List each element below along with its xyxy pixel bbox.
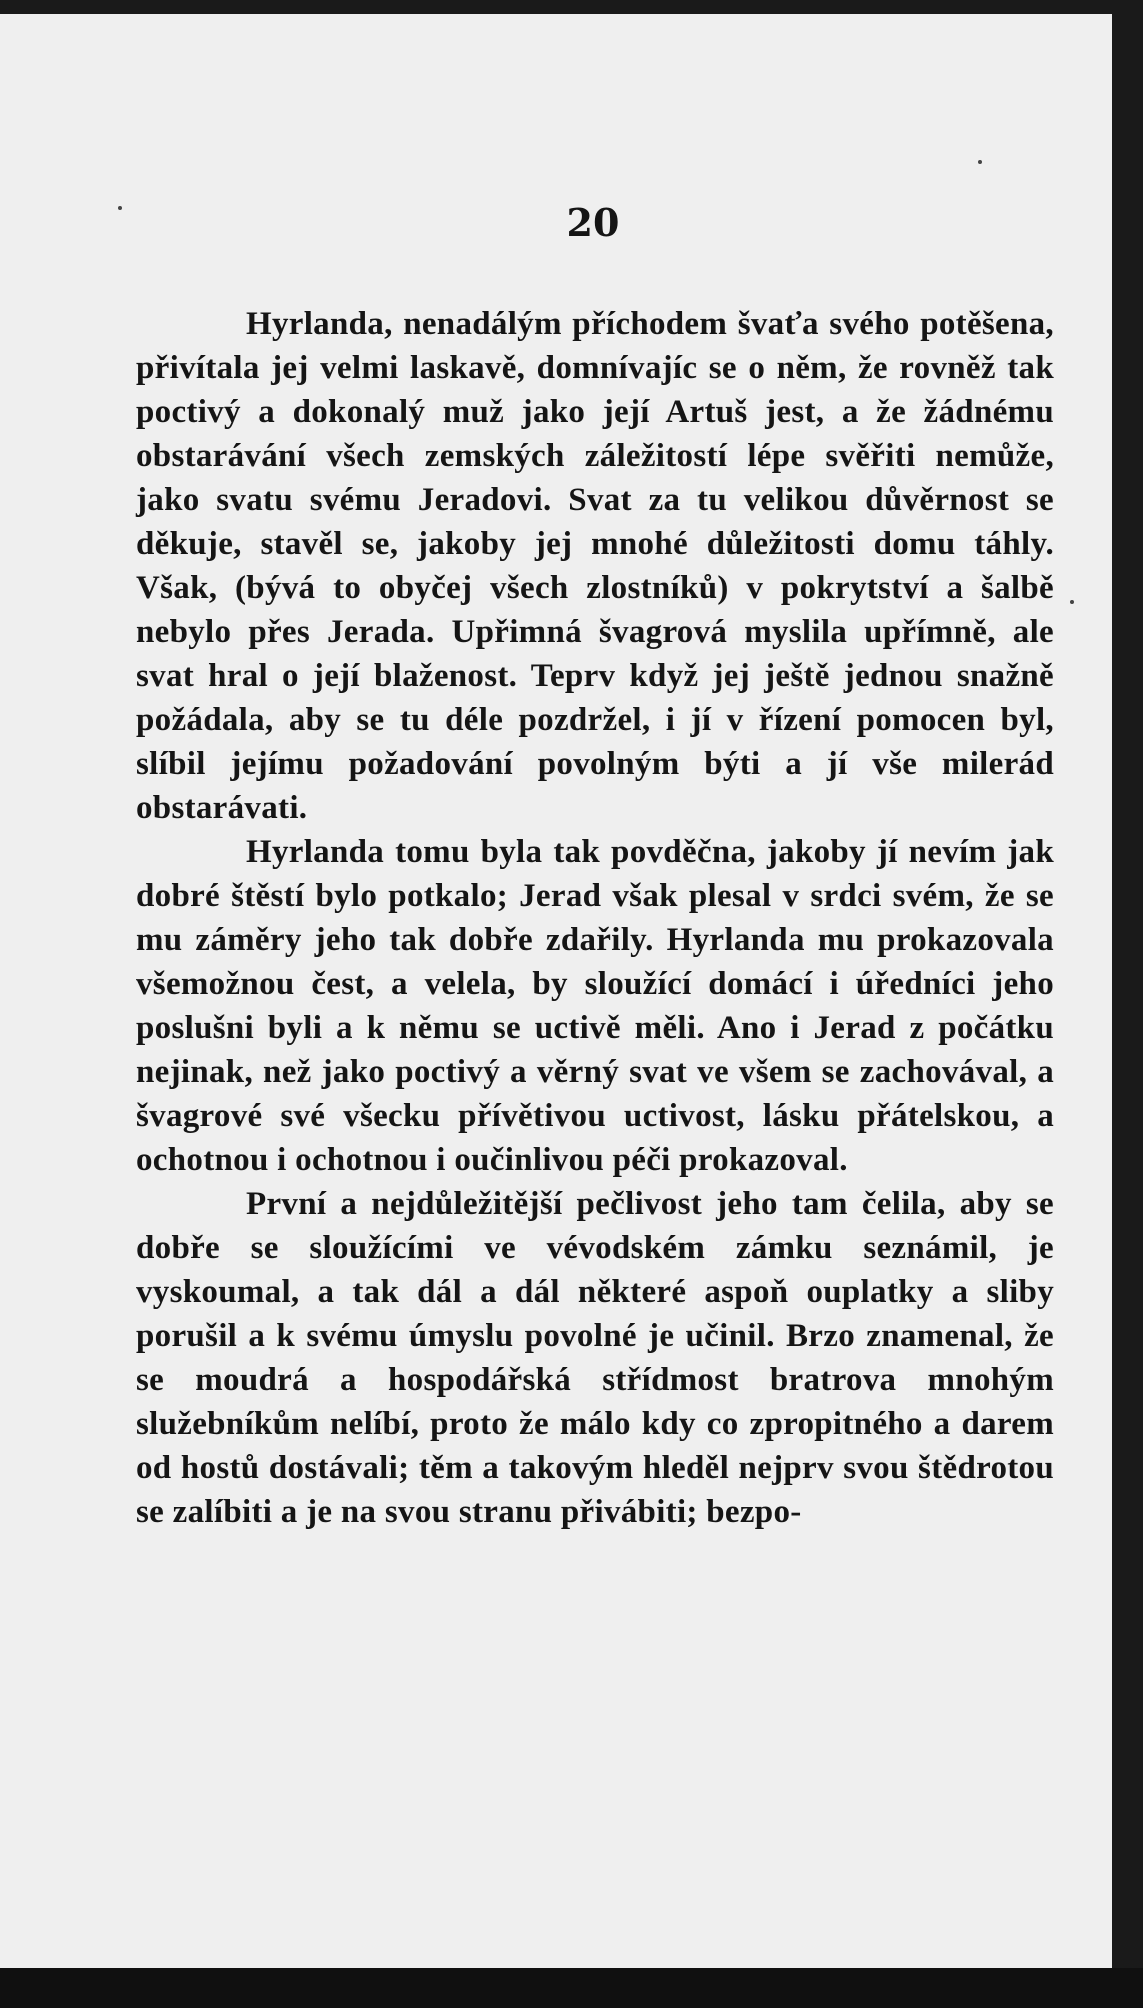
scan-border-bottom [0,1968,1143,2008]
paragraph-2: Hyrlanda tomu byla tak povděčna, jakoby jí nevím jak dobré štěstí bylo potkalo; Jerad však plesal v srdci svém, že se mu záměry jeho tak dobře zdařily. Hyrlanda mu prokazovala všemožnou čest, a velela, by sloužící domácí i úředníci jeho poslušni byli a k němu se uctivě měli. Ano i Jerad z počátku nejinak, než jako poctivý a věrný svat ve všem se zachovával, a švagrové své všecku přívětivou uctivost, lásku přátelskou, a ochotnou i ochotnou i oučinlivou péči prokazoval. [136,834,1054,1178]
paragraph-1: Hyrlanda, nenadálým příchodem švaťa svého potěšena, přivítala jej velmi laskavě, domnívajíc se o něm, že rovněž tak poctivý a dokonalý muž jako její Artuš jest, a že žádnému obstarávání všech zemských záležitostí lépe svěřiti nemůže, jako svatu svému Jeradovi. Svat za tu velikou důvěrnost se děkuje, stavěl se, jakoby jej mnohé důležitosti domu táhly. Však, (bývá to obyčej všech zlostníků) v pokrytství a šalbě nebylo přes Jerada. Upřimná švagrová myslila upřímně, ale svat hral o její blaženost. Teprv když jej ještě jednou snažně požádala, aby se tu déle pozdržel, i jí v řízení pomocen byl, slíbil jejímu požadování povolným býti a jí vše milerád obstarávati. [136,306,1054,826]
page-number: 20 [566,200,620,245]
paragraph-3: První a nejdůležitější pečlivost jeho tam čelila, aby se dobře se sloužícími ve vévodském zámku seznámil, je vyskoumal, a tak dál a dál některé aspoň ouplatky a sliby porušil a k svému úmyslu povolné je učinil. Brzo znamenal, že se moudrá a hospodářská střídmost bratrova mnohým služebníkům nelíbí, proto že málo kdy co zpropitného a darem od hostů dostávali; těm a takovým hleděl nejprv svou štědrotou se zalíbiti a je na svou stranu přivábiti; bezpo- [136,1186,1054,1530]
paper-speck [1070,600,1074,604]
paper-speck [978,160,982,164]
scan-border-right [1112,0,1143,2008]
scan-border-top [0,0,1143,14]
body-text [136,302,1054,1534]
paper-speck [118,206,122,210]
